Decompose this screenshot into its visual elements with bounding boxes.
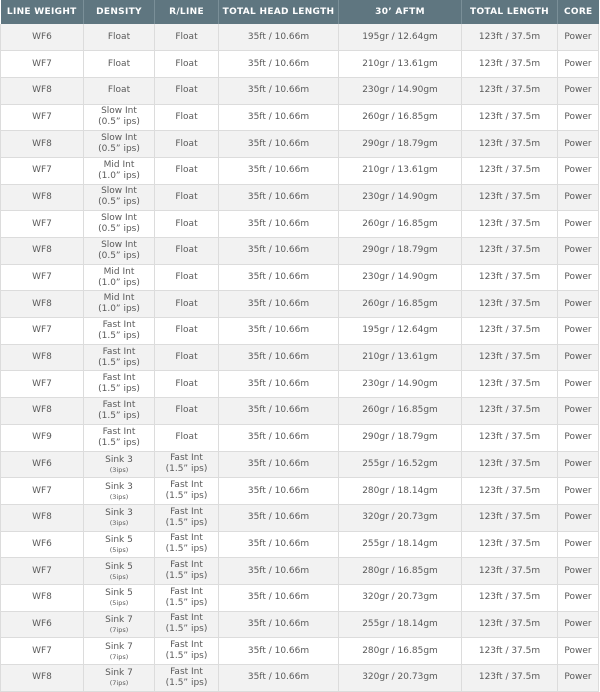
cell-r-line-value: Fast Int <box>170 533 203 544</box>
cell-line-weight: WF7 <box>1 264 84 291</box>
cell-density <box>84 318 155 345</box>
cell-density <box>84 504 155 531</box>
cell-total-head-length: 35ft / 10.66m <box>219 51 339 78</box>
cell-r-line <box>155 157 219 184</box>
cell-r-line-value: Float <box>175 191 198 202</box>
cell-total-length: 123ft / 37.5m <box>462 371 558 398</box>
cell-total-head-length: 35ft / 10.66m <box>219 184 339 211</box>
table-row <box>1 291 599 318</box>
cell-total-head-length: 35ft / 10.66m <box>219 451 339 478</box>
cell-density-sink-rate: (3ips) <box>109 465 129 474</box>
table-row <box>1 558 599 585</box>
cell-r-line-value: Float <box>175 298 198 309</box>
cell-line-weight: WF6 <box>1 451 84 478</box>
cell-r-line-value: Fast Int <box>170 453 203 464</box>
cell-total-head-length: 35ft / 10.66m <box>219 344 339 371</box>
cell-density-value: Fast Int <box>102 346 136 357</box>
cell-aftm: 320gr / 20.73gm <box>339 665 462 692</box>
cell-line-weight: WF8 <box>1 584 84 611</box>
cell-total-length: 123ft / 37.5m <box>462 638 558 665</box>
table-row <box>1 531 599 558</box>
cell-r-line <box>155 531 219 558</box>
cell-r-line-sink-rate: (1.5” ips) <box>165 651 208 662</box>
cell-density-sink-rate: (0.5” ips) <box>98 197 140 208</box>
cell-aftm: 290gr / 18.79gm <box>339 131 462 158</box>
cell-total-head-length: 35ft / 10.66m <box>219 584 339 611</box>
cell-density <box>84 104 155 131</box>
cell-density-value: Slow Int <box>101 239 137 250</box>
cell-core: Power <box>558 398 599 425</box>
cell-r-line <box>155 238 219 265</box>
cell-density <box>84 238 155 265</box>
cell-density-value: Sink 5 <box>105 588 133 599</box>
cell-density <box>84 211 155 238</box>
cell-total-length: 123ft / 37.5m <box>462 77 558 104</box>
cell-total-head-length: 35ft / 10.66m <box>219 238 339 265</box>
table-row <box>1 398 599 425</box>
cell-r-line-value: Float <box>175 245 198 256</box>
cell-density-sink-rate: (1.0” ips) <box>98 277 140 288</box>
cell-total-length: 123ft / 37.5m <box>462 398 558 425</box>
cell-total-head-length: 35ft / 10.66m <box>219 157 339 184</box>
table-row <box>1 238 599 265</box>
cell-line-weight: WF6 <box>1 611 84 638</box>
cell-total-length: 123ft / 37.5m <box>462 531 558 558</box>
header-row <box>1 0 599 24</box>
cell-core: Power <box>558 238 599 265</box>
cell-density-value: Sink 7 <box>105 614 133 625</box>
cell-density-sink-rate: (7ips) <box>109 625 129 634</box>
cell-r-line-value: Float <box>175 325 198 336</box>
cell-density-value: Slow Int <box>101 213 137 224</box>
cell-line-weight: WF7 <box>1 318 84 345</box>
cell-core: Power <box>558 77 599 104</box>
cell-total-head-length: 35ft / 10.66m <box>219 77 339 104</box>
cell-density-sink-rate: (3ips) <box>109 519 129 528</box>
cell-r-line <box>155 665 219 692</box>
cell-total-head-length: 35ft / 10.66m <box>219 291 339 318</box>
cell-r-line-sink-rate: (1.5” ips) <box>165 464 208 475</box>
cell-core: Power <box>558 451 599 478</box>
cell-aftm: 260gr / 16.85gm <box>339 291 462 318</box>
cell-line-weight: WF9 <box>1 424 84 451</box>
table-row <box>1 371 599 398</box>
cell-r-line <box>155 478 219 505</box>
cell-r-line <box>155 51 219 78</box>
cell-core: Power <box>558 291 599 318</box>
cell-aftm: 230gr / 14.90gm <box>339 264 462 291</box>
cell-total-length: 123ft / 37.5m <box>462 184 558 211</box>
cell-r-line <box>155 558 219 585</box>
cell-r-line-sink-rate: (1.5” ips) <box>165 517 208 528</box>
cell-total-head-length: 35ft / 10.66m <box>219 371 339 398</box>
cell-core: Power <box>558 558 599 585</box>
cell-line-weight: WF7 <box>1 371 84 398</box>
cell-density-sink-rate: (1.5” ips) <box>98 357 140 368</box>
cell-r-line-sink-rate: (1.5” ips) <box>165 597 208 608</box>
header-line-weight: LINE WEIGHT <box>1 0 84 24</box>
cell-aftm: 230gr / 14.90gm <box>339 371 462 398</box>
cell-density <box>84 77 155 104</box>
cell-total-length: 123ft / 37.5m <box>462 424 558 451</box>
cell-r-line-value: Float <box>175 31 198 42</box>
cell-total-length: 123ft / 37.5m <box>462 131 558 158</box>
cell-line-weight: WF7 <box>1 104 84 131</box>
cell-total-length: 123ft / 37.5m <box>462 451 558 478</box>
cell-density <box>84 24 155 51</box>
cell-r-line-value: Fast Int <box>170 640 203 651</box>
cell-aftm: 255gr / 16.52gm <box>339 451 462 478</box>
cell-total-head-length: 35ft / 10.66m <box>219 211 339 238</box>
cell-total-head-length: 35ft / 10.66m <box>219 558 339 585</box>
cell-total-length: 123ft / 37.5m <box>462 157 558 184</box>
cell-density <box>84 131 155 158</box>
cell-density-value: Sink 5 <box>105 561 133 572</box>
cell-density <box>84 424 155 451</box>
cell-r-line-sink-rate: (1.5” ips) <box>165 677 208 688</box>
cell-r-line <box>155 131 219 158</box>
cell-density-sink-rate: (1.5” ips) <box>98 437 140 448</box>
cell-r-line-value: Float <box>175 218 198 229</box>
cell-density <box>84 291 155 318</box>
cell-core: Power <box>558 104 599 131</box>
cell-density <box>84 264 155 291</box>
cell-r-line <box>155 291 219 318</box>
cell-r-line <box>155 184 219 211</box>
cell-density-value: Sink 3 <box>105 481 133 492</box>
cell-line-weight: WF8 <box>1 398 84 425</box>
cell-r-line <box>155 211 219 238</box>
table-row <box>1 638 599 665</box>
cell-r-line-value: Float <box>175 378 198 389</box>
cell-density <box>84 584 155 611</box>
cell-density-value: Slow Int <box>101 133 137 144</box>
cell-core: Power <box>558 264 599 291</box>
cell-aftm: 260gr / 16.85gm <box>339 104 462 131</box>
cell-core: Power <box>558 344 599 371</box>
cell-density-value: Fast Int <box>102 426 136 437</box>
cell-aftm: 195gr / 12.64gm <box>339 24 462 51</box>
cell-density-value: Slow Int <box>101 186 137 197</box>
cell-total-head-length: 35ft / 10.66m <box>219 318 339 345</box>
cell-r-line <box>155 638 219 665</box>
cell-aftm: 280gr / 16.85gm <box>339 638 462 665</box>
cell-total-head-length: 35ft / 10.66m <box>219 531 339 558</box>
cell-density-value: Sink 3 <box>105 508 133 519</box>
table-row <box>1 157 599 184</box>
cell-r-line-value: Float <box>175 352 198 363</box>
cell-total-length: 123ft / 37.5m <box>462 504 558 531</box>
cell-density-sink-rate: (0.5” ips) <box>98 250 140 261</box>
cell-aftm: 320gr / 20.73gm <box>339 504 462 531</box>
table-row <box>1 184 599 211</box>
cell-r-line-value: Float <box>175 405 198 416</box>
table-header <box>1 0 599 24</box>
cell-line-weight: WF8 <box>1 238 84 265</box>
cell-density <box>84 371 155 398</box>
cell-core: Power <box>558 584 599 611</box>
cell-r-line <box>155 104 219 131</box>
table-row <box>1 611 599 638</box>
cell-r-line-value: Float <box>175 58 198 69</box>
cell-core: Power <box>558 371 599 398</box>
cell-density <box>84 638 155 665</box>
cell-line-weight: WF7 <box>1 211 84 238</box>
cell-r-line <box>155 424 219 451</box>
cell-density-sink-rate: (5ips) <box>109 599 129 608</box>
cell-r-line <box>155 611 219 638</box>
cell-density <box>84 184 155 211</box>
cell-density <box>84 611 155 638</box>
cell-core: Power <box>558 611 599 638</box>
cell-line-weight: WF8 <box>1 504 84 531</box>
cell-density <box>84 157 155 184</box>
cell-aftm: 280gr / 16.85gm <box>339 558 462 585</box>
cell-total-length: 123ft / 37.5m <box>462 238 558 265</box>
table-body <box>1 24 599 691</box>
cell-core: Power <box>558 318 599 345</box>
cell-density-sink-rate: (1.0” ips) <box>98 304 140 315</box>
cell-core: Power <box>558 24 599 51</box>
cell-total-head-length: 35ft / 10.66m <box>219 504 339 531</box>
cell-r-line <box>155 584 219 611</box>
cell-total-length: 123ft / 37.5m <box>462 104 558 131</box>
cell-line-weight: WF7 <box>1 51 84 78</box>
cell-line-weight: WF8 <box>1 665 84 692</box>
cell-core: Power <box>558 157 599 184</box>
cell-density-value: Mid Int <box>103 266 135 277</box>
cell-r-line-value: Float <box>175 272 198 283</box>
cell-total-length: 123ft / 37.5m <box>462 584 558 611</box>
cell-total-length: 123ft / 37.5m <box>462 478 558 505</box>
cell-density <box>84 51 155 78</box>
cell-line-weight: WF6 <box>1 531 84 558</box>
cell-density-sink-rate: (5ips) <box>109 545 129 554</box>
cell-core: Power <box>558 424 599 451</box>
cell-total-length: 123ft / 37.5m <box>462 611 558 638</box>
header-aftm: 30’ AFTM <box>339 0 462 24</box>
cell-density-value: Fast Int <box>102 319 136 330</box>
cell-total-length: 123ft / 37.5m <box>462 665 558 692</box>
table-row <box>1 264 599 291</box>
cell-r-line-sink-rate: (1.5” ips) <box>165 571 208 582</box>
cell-density-value: Float <box>107 58 131 69</box>
cell-aftm: 230gr / 14.90gm <box>339 184 462 211</box>
cell-density-sink-rate: (0.5” ips) <box>98 117 140 128</box>
table-row <box>1 451 599 478</box>
cell-aftm: 210gr / 13.61gm <box>339 51 462 78</box>
cell-core: Power <box>558 211 599 238</box>
cell-density-sink-rate: (0.5” ips) <box>98 144 140 155</box>
cell-density-sink-rate: (7ips) <box>109 679 129 688</box>
cell-total-length: 123ft / 37.5m <box>462 291 558 318</box>
cell-r-line <box>155 398 219 425</box>
cell-line-weight: WF7 <box>1 638 84 665</box>
cell-total-length: 123ft / 37.5m <box>462 211 558 238</box>
cell-r-line-value: Float <box>175 111 198 122</box>
cell-density-value: Sink 7 <box>105 641 133 652</box>
cell-line-weight: WF8 <box>1 131 84 158</box>
cell-line-weight: WF7 <box>1 558 84 585</box>
cell-total-length: 123ft / 37.5m <box>462 24 558 51</box>
cell-density-sink-rate: (7ips) <box>109 652 129 661</box>
table-row <box>1 211 599 238</box>
cell-density-value: Sink 7 <box>105 668 133 679</box>
cell-r-line-value: Fast Int <box>170 666 203 677</box>
cell-density-value: Fast Int <box>102 373 136 384</box>
table-row <box>1 478 599 505</box>
cell-aftm: 280gr / 18.14gm <box>339 478 462 505</box>
cell-total-head-length: 35ft / 10.66m <box>219 398 339 425</box>
header-r-line: R/LINE <box>155 0 219 24</box>
cell-density-sink-rate: (0.5” ips) <box>98 224 140 235</box>
cell-aftm: 255gr / 18.14gm <box>339 611 462 638</box>
cell-line-weight: WF8 <box>1 77 84 104</box>
cell-line-weight: WF8 <box>1 344 84 371</box>
cell-density <box>84 531 155 558</box>
cell-r-line-sink-rate: (1.5” ips) <box>165 544 208 555</box>
cell-r-line <box>155 77 219 104</box>
cell-total-length: 123ft / 37.5m <box>462 318 558 345</box>
cell-r-line-sink-rate: (1.5” ips) <box>165 624 208 635</box>
cell-aftm: 195gr / 12.64gm <box>339 318 462 345</box>
cell-total-head-length: 35ft / 10.66m <box>219 665 339 692</box>
cell-r-line-value: Fast Int <box>170 613 203 624</box>
table-row <box>1 77 599 104</box>
cell-total-length: 123ft / 37.5m <box>462 264 558 291</box>
cell-density-value: Float <box>107 85 131 96</box>
cell-r-line <box>155 504 219 531</box>
cell-r-line <box>155 24 219 51</box>
cell-aftm: 210gr / 13.61gm <box>339 157 462 184</box>
cell-density-sink-rate: (1.5” ips) <box>98 384 140 395</box>
cell-total-head-length: 35ft / 10.66m <box>219 264 339 291</box>
cell-core: Power <box>558 478 599 505</box>
cell-r-line-value: Fast Int <box>170 480 203 491</box>
cell-core: Power <box>558 504 599 531</box>
cell-total-length: 123ft / 37.5m <box>462 558 558 585</box>
cell-r-line-value: Float <box>175 138 198 149</box>
cell-aftm: 255gr / 18.14gm <box>339 531 462 558</box>
cell-core: Power <box>558 638 599 665</box>
cell-r-line-value: Float <box>175 165 198 176</box>
cell-line-weight: WF6 <box>1 24 84 51</box>
cell-total-head-length: 35ft / 10.66m <box>219 104 339 131</box>
header-core: CORE <box>558 0 599 24</box>
cell-density <box>84 398 155 425</box>
cell-total-length: 123ft / 37.5m <box>462 51 558 78</box>
cell-r-line <box>155 318 219 345</box>
cell-r-line-value: Float <box>175 432 198 443</box>
cell-aftm: 290gr / 18.79gm <box>339 424 462 451</box>
table-row <box>1 424 599 451</box>
cell-aftm: 320gr / 20.73gm <box>339 584 462 611</box>
cell-aftm: 230gr / 14.90gm <box>339 77 462 104</box>
cell-aftm: 260gr / 16.85gm <box>339 398 462 425</box>
cell-core: Power <box>558 131 599 158</box>
cell-core: Power <box>558 531 599 558</box>
cell-density <box>84 665 155 692</box>
cell-total-head-length: 35ft / 10.66m <box>219 478 339 505</box>
cell-aftm: 210gr / 13.61gm <box>339 344 462 371</box>
table-row <box>1 504 599 531</box>
cell-r-line-value: Fast Int <box>170 560 203 571</box>
cell-density-value: Mid Int <box>103 159 135 170</box>
cell-total-head-length: 35ft / 10.66m <box>219 638 339 665</box>
cell-density-sink-rate: (1.5” ips) <box>98 410 140 421</box>
cell-line-weight: WF8 <box>1 184 84 211</box>
cell-density-value: Float <box>107 31 131 42</box>
cell-density-sink-rate: (1.5” ips) <box>98 330 140 341</box>
cell-r-line-value: Fast Int <box>170 586 203 597</box>
cell-core: Power <box>558 665 599 692</box>
cell-total-head-length: 35ft / 10.66m <box>219 424 339 451</box>
cell-density-value: Slow Int <box>101 106 137 117</box>
cell-aftm: 260gr / 16.85gm <box>339 211 462 238</box>
table-row <box>1 665 599 692</box>
cell-r-line <box>155 264 219 291</box>
cell-density-value: Sink 5 <box>105 534 133 545</box>
cell-core: Power <box>558 184 599 211</box>
cell-density-sink-rate: (5ips) <box>109 572 129 581</box>
cell-aftm: 290gr / 18.79gm <box>339 238 462 265</box>
cell-density-sink-rate: (1.0” ips) <box>98 170 140 181</box>
header-density: DENSITY <box>84 0 155 24</box>
cell-r-line <box>155 344 219 371</box>
table-row <box>1 584 599 611</box>
cell-density-value: Mid Int <box>103 293 135 304</box>
table-row <box>1 24 599 51</box>
table-row <box>1 131 599 158</box>
table-row <box>1 104 599 131</box>
header-total-head-length: TOTAL HEAD LENGTH <box>219 0 339 24</box>
cell-r-line <box>155 451 219 478</box>
header-total-length: TOTAL LENGTH <box>462 0 558 24</box>
cell-total-head-length: 35ft / 10.66m <box>219 24 339 51</box>
cell-line-weight: WF8 <box>1 291 84 318</box>
cell-density-value: Sink 3 <box>105 454 133 465</box>
cell-density-sink-rate: (3ips) <box>109 492 129 501</box>
cell-r-line-value: Float <box>175 85 198 96</box>
cell-line-weight: WF7 <box>1 157 84 184</box>
cell-r-line-value: Fast Int <box>170 506 203 517</box>
cell-line-weight: WF7 <box>1 478 84 505</box>
cell-density-value: Fast Int <box>102 399 136 410</box>
table-row <box>1 51 599 78</box>
cell-r-line-sink-rate: (1.5” ips) <box>165 491 208 502</box>
cell-r-line <box>155 371 219 398</box>
cell-density <box>84 558 155 585</box>
cell-total-length: 123ft / 37.5m <box>462 344 558 371</box>
cell-density <box>84 478 155 505</box>
table-row <box>1 318 599 345</box>
cell-total-head-length: 35ft / 10.66m <box>219 131 339 158</box>
cell-total-head-length: 35ft / 10.66m <box>219 611 339 638</box>
table-row <box>1 344 599 371</box>
cell-density <box>84 451 155 478</box>
cell-density <box>84 344 155 371</box>
cell-core: Power <box>558 51 599 78</box>
